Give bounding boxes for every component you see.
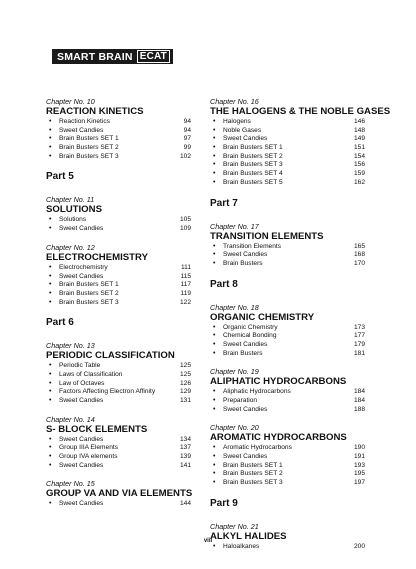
chapter-topic-list <box>210 543 365 552</box>
toc-entry <box>46 453 191 462</box>
toc-entry-page: 165 <box>353 242 365 250</box>
toc-entry-title: • Chemical Bonding <box>210 332 277 341</box>
toc-entry-page: 179 <box>353 340 365 348</box>
toc-entry <box>46 290 191 299</box>
toc-entry-title: • Law of Octaves <box>46 380 104 389</box>
toc-entry-title: • Brain Busters SET 2 <box>210 470 283 479</box>
chapter-number: Chapter No. 19 <box>210 367 259 377</box>
toc-entry <box>46 299 191 308</box>
toc-entry <box>46 127 191 136</box>
part-heading: Part 9 <box>210 497 238 509</box>
toc-entry-page: 154 <box>353 152 365 160</box>
chapter-number: Chapter No. 16 <box>210 97 259 106</box>
toc-entry-title: • Brain Busters <box>210 350 263 359</box>
toc-entry-title: • Preparation <box>210 397 257 406</box>
toc-entry-page: 125 <box>179 370 191 378</box>
toc-entry <box>46 273 191 282</box>
chapter-title: PERIODIC CLASSIFICATION <box>46 350 175 362</box>
chapter-number: Chapter No. 12 <box>46 242 95 252</box>
chapter-number: Chapter No. 11 <box>46 195 95 205</box>
toc-entry-title: • Periodic Table <box>46 362 100 371</box>
toc-entry-page: 170 <box>353 259 365 267</box>
toc-entry-title: • Halogens <box>210 118 251 127</box>
toc-entry <box>210 144 365 153</box>
chapter-topic-list <box>210 444 365 487</box>
toc-entry-page: 137 <box>179 444 191 452</box>
toc-entry-page: 146 <box>353 118 365 125</box>
chapter-section <box>46 415 191 471</box>
toc-entry-title: • Sweet Candies <box>210 341 267 350</box>
chapter-number: Chapter No. 18 <box>210 302 259 312</box>
toc-entry <box>210 350 365 359</box>
toc-entry-title: • Brain Busters SET 3 <box>210 479 283 488</box>
toc-entry-page: 148 <box>353 126 365 134</box>
toc-entry-title: • Sweet Candies <box>46 273 103 282</box>
toc-entry-page: 149 <box>353 135 365 143</box>
chapter-title: ALIPHATIC HYDROCARBONS <box>210 376 347 388</box>
toc-entry <box>210 153 365 162</box>
toc-entry-title: • Sweet Candies <box>46 500 103 509</box>
toc-entry <box>46 281 191 290</box>
toc-entry-title: • Sweet Candies <box>210 251 267 260</box>
toc-entry-title: • Haloalkanes <box>210 543 259 552</box>
page-number: viii <box>203 538 213 544</box>
toc-entry-page: 119 <box>180 289 191 297</box>
toc-entry-page: 111 <box>180 263 191 271</box>
toc-entry-page: 195 <box>353 470 365 478</box>
toc-entry <box>210 127 365 136</box>
chapter-topic-list <box>46 500 191 509</box>
toc-entry <box>210 324 365 333</box>
toc-entry <box>210 470 365 479</box>
toc-entry-title: • Brain Busters SET 5 <box>210 179 283 188</box>
toc-entry <box>210 479 365 488</box>
chapter-title: AROMATIC HYDROCARBONS <box>210 432 347 444</box>
chapter-number: Chapter No. 13 <box>46 341 95 351</box>
toc-entry-title: • Sweet Candies <box>46 225 103 234</box>
chapter-section <box>210 222 365 269</box>
chapter-section <box>210 367 365 414</box>
toc-entry <box>46 371 191 380</box>
chapter-section <box>46 97 191 161</box>
toc-entry-page: 94 <box>183 126 191 134</box>
part-heading: Part 6 <box>46 317 74 329</box>
toc-entry-title: • Brain Busters SET 2 <box>210 153 283 162</box>
chapter-number: Chapter No. 21 <box>210 521 259 531</box>
part-heading: Part 7 <box>210 197 238 209</box>
toc-entry-page: 125 <box>179 362 191 370</box>
chapter-title: SOLUTIONS <box>46 204 102 216</box>
chapter-number: Chapter No. 15 <box>46 479 95 489</box>
chapter-section <box>46 195 191 233</box>
toc-entry-title: • Brain Busters SET 3 <box>46 299 119 308</box>
toc-entry <box>46 397 191 406</box>
toc-entry <box>210 118 365 127</box>
toc-entry-page: 156 <box>353 161 365 169</box>
toc-entry-page: 181 <box>353 349 365 357</box>
toc-entry <box>210 135 365 144</box>
chapter-title: ALKYL HALIDES <box>210 530 287 542</box>
toc-entry-title: • Solutions <box>46 216 86 225</box>
toc-entry-title: • Transition Elements <box>210 243 281 252</box>
toc-entry-page: 109 <box>179 225 191 233</box>
chapter-topic-list <box>210 243 365 269</box>
toc-entry-page: 126 <box>179 379 191 387</box>
toc-entry <box>210 243 365 252</box>
brand-name: SMART BRAIN <box>57 50 133 63</box>
toc-entry-title: • Aliphatic Hydrocarbons <box>210 388 291 397</box>
chapter-title: TRANSITION ELEMENTS <box>210 230 324 242</box>
toc-entry <box>46 500 191 509</box>
toc-entry-page: 99 <box>183 144 191 152</box>
toc-entry-page: 94 <box>183 118 191 125</box>
toc-entry-page: 144 <box>179 500 191 508</box>
chapter-topic-list <box>210 324 365 359</box>
toc-entry-title: • Brain Busters SET 2 <box>46 290 119 299</box>
toc-entry-page: 188 <box>353 405 365 413</box>
toc-entry-page: 184 <box>353 388 365 396</box>
toc-entry-page: 122 <box>179 298 191 306</box>
chapter-topic-list <box>210 388 365 414</box>
toc-entry <box>46 362 191 371</box>
toc-entry <box>210 406 365 415</box>
toc-entry-title: • Noble Gases <box>210 127 261 136</box>
chapter-section <box>46 479 191 509</box>
toc-entry-title: • Laws of Classification <box>46 371 122 380</box>
toc-entry-title: • Brain Busters SET 3 <box>46 153 119 162</box>
toc-entry-page: 115 <box>180 272 191 280</box>
toc-entry <box>46 216 191 225</box>
toc-entry-page: 191 <box>353 453 365 461</box>
toc-entry-title: • Group IIIA Elements <box>46 444 118 453</box>
toc-entry-page: 168 <box>353 251 365 259</box>
toc-entry-page: 102 <box>179 152 191 160</box>
toc-entry <box>46 118 191 127</box>
toc-entry <box>210 543 365 552</box>
toc-entry-page: 193 <box>353 461 365 469</box>
chapter-title: ORGANIC CHEMISTRY <box>210 311 315 323</box>
toc-entry-page: 141 <box>179 461 191 469</box>
toc-entry-title: • Reaction Kinetics <box>46 118 110 127</box>
chapter-section <box>210 97 391 188</box>
toc-entry-title: • Sweet Candies <box>46 397 103 406</box>
chapter-number: Chapter No. 14 <box>46 414 95 424</box>
toc-entry <box>210 161 365 170</box>
toc-entry <box>46 462 191 471</box>
toc-entry-title: • Electrochemistry <box>46 264 108 273</box>
toc-entry <box>46 436 191 445</box>
part-heading: Part 5 <box>46 171 74 183</box>
toc-entry <box>46 388 191 397</box>
toc-entry <box>46 444 191 453</box>
chapter-title: S- BLOCK ELEMENTS <box>46 423 148 435</box>
toc-entry <box>210 462 365 471</box>
chapter-title: THE HALOGENS & THE NOBLE GASES <box>210 106 391 117</box>
chapter-number: Chapter No. 20 <box>210 423 259 433</box>
toc-left-column <box>46 97 191 518</box>
toc-entry <box>210 341 365 350</box>
chapter-section <box>210 303 365 359</box>
chapter-topic-list <box>210 118 365 188</box>
part-heading: Part 8 <box>210 278 238 290</box>
toc-entry-page: 97 <box>183 135 191 143</box>
toc-entry-title: • Brain Busters <box>210 260 263 269</box>
chapter-number: Chapter No. 17 <box>210 221 259 231</box>
toc-entry-page: 139 <box>179 453 191 461</box>
toc-entry <box>46 135 191 144</box>
toc-entry-title: • Brain Busters SET 1 <box>46 135 119 144</box>
chapter-number: Chapter No. 10 <box>46 97 95 106</box>
toc-entry-page: 184 <box>353 397 365 404</box>
brand-logo <box>52 49 173 64</box>
toc-entry-page: 197 <box>353 479 365 487</box>
toc-entry <box>46 153 191 162</box>
toc-entry-page: 177 <box>353 332 365 340</box>
toc-entry <box>46 225 191 234</box>
toc-entry <box>46 380 191 389</box>
toc-entry-title: • Brain Busters SET 1 <box>210 462 283 471</box>
toc-entry <box>46 144 191 153</box>
toc-entry <box>210 397 365 406</box>
chapter-section <box>46 341 191 405</box>
chapter-section <box>46 243 191 307</box>
toc-entry <box>210 444 365 453</box>
toc-entry-title: • Factors Affecting Electron Affinity <box>46 388 155 397</box>
toc-entry-page: 105 <box>179 216 191 224</box>
toc-entry <box>210 251 365 260</box>
toc-entry-title: • Sweet Candies <box>210 406 267 415</box>
toc-entry-title: • Sweet Candies <box>210 135 267 144</box>
toc-entry-title: • Brain Busters SET 4 <box>210 170 283 179</box>
toc-entry-title: • Sweet Candies <box>46 436 103 445</box>
chapter-section <box>210 522 365 552</box>
toc-entry-title: • Sweet Candies <box>46 462 103 471</box>
toc-entry-title: • Brain Busters SET 1 <box>210 144 283 153</box>
toc-entry-title: • Group IVA elements <box>46 453 118 462</box>
toc-entry-page: 151 <box>353 144 365 152</box>
chapter-topic-list <box>46 362 191 405</box>
toc-entry-title: • Sweet Candies <box>46 127 103 136</box>
toc-entry-page: 134 <box>179 435 191 443</box>
toc-entry <box>210 388 365 397</box>
toc-entry-page: 131 <box>179 397 191 404</box>
chapter-title: ELECTROCHEMISTRY <box>46 251 148 263</box>
toc-entry <box>210 170 365 179</box>
toc-entry-page: 129 <box>179 388 191 396</box>
toc-entry-page: 117 <box>180 281 191 289</box>
brand-tag: ECAT <box>137 50 170 63</box>
toc-entry <box>210 260 365 269</box>
chapter-topic-list <box>46 118 191 161</box>
toc-right-column <box>210 97 391 561</box>
chapter-section <box>210 423 365 487</box>
toc-entry-title: • Organic Chemistry <box>210 324 278 333</box>
toc-entry-title: • Aromatic Hydrocarbons <box>210 444 292 453</box>
chapter-topic-list <box>46 216 191 233</box>
toc-entry-title: • Brain Busters SET 3 <box>210 161 283 170</box>
toc-entry <box>46 264 191 273</box>
toc-entry-page: 173 <box>353 323 365 331</box>
toc-entry-page: 162 <box>353 178 365 186</box>
chapter-title: REACTION KINETICS <box>46 106 144 117</box>
toc-entry-page: 190 <box>353 444 365 452</box>
toc-entry <box>210 179 365 188</box>
toc-entry <box>210 332 365 341</box>
chapter-topic-list <box>46 436 191 471</box>
chapter-topic-list <box>46 264 191 307</box>
toc-entry <box>210 453 365 462</box>
toc-entry-title: • Sweet Candies <box>210 453 267 462</box>
toc-entry-page: 200 <box>353 542 365 550</box>
toc-entry-page: 159 <box>353 170 365 178</box>
toc-entry-title: • Brain Busters SET 2 <box>46 144 119 153</box>
chapter-title: GROUP VA AND VIA ELEMENTS <box>46 488 193 500</box>
toc-entry-title: • Brain Busters SET 1 <box>46 281 119 290</box>
